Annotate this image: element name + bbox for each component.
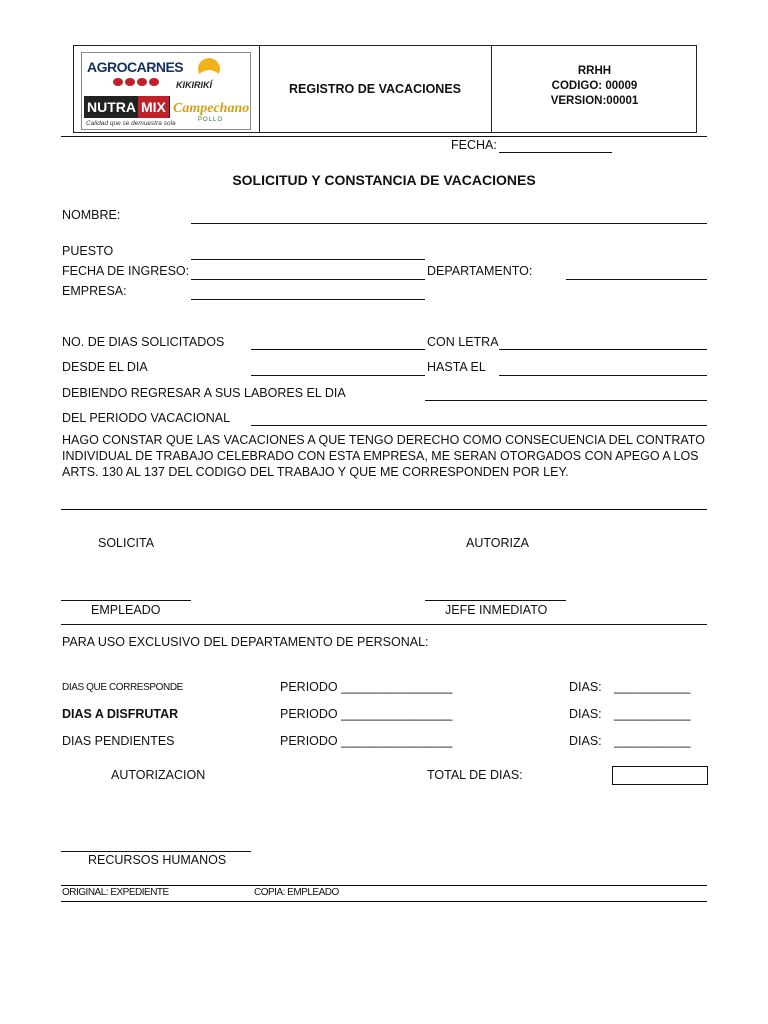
regresar-field[interactable] bbox=[425, 400, 707, 401]
agrocarnes-logo: AGROCARNES bbox=[87, 59, 184, 75]
empresa-field[interactable] bbox=[191, 299, 425, 300]
nutra-text: NUTRA bbox=[87, 99, 136, 115]
fecha-ingreso-field[interactable] bbox=[191, 279, 425, 280]
departamento-field[interactable] bbox=[566, 279, 707, 280]
original-label: ORIGINAL: EXPEDIENTE bbox=[62, 887, 169, 898]
section-divider bbox=[61, 509, 707, 510]
row-label-corresponde: DIAS QUE CORRESPONDE bbox=[62, 682, 183, 693]
hasta-field[interactable] bbox=[499, 375, 707, 376]
footer-bottom-line bbox=[61, 901, 707, 902]
autoriza-label: AUTORIZA bbox=[466, 536, 529, 550]
nombre-label: NOMBRE: bbox=[62, 208, 121, 222]
row-dias-label-pendientes: DIAS: bbox=[569, 734, 602, 748]
rrhh-signature-line[interactable] bbox=[61, 851, 251, 852]
personal-heading: PARA USO EXCLUSIVO DEL DEPARTAMENTO DE PERSONAL: bbox=[62, 635, 429, 649]
pollo-text: POLLO bbox=[198, 117, 224, 123]
kikiriki-logo: KIKIRIKÍ bbox=[176, 80, 212, 90]
nutramix-slogan: Calidad que se demuestra sola bbox=[86, 120, 176, 127]
row-dias-field-disfrutar[interactable]: ___________ bbox=[614, 707, 691, 721]
desde-field[interactable] bbox=[251, 375, 425, 376]
con-letra-label: CON LETRA bbox=[427, 335, 499, 349]
nombre-field[interactable] bbox=[191, 223, 707, 224]
constancia-line-3: ARTS. 130 AL 137 DEL CODIGO DEL TRABAJO Y QUE ME CORRESPONDEN POR LEY. bbox=[62, 465, 569, 479]
fecha-ingreso-label: FECHA DE INGRESO: bbox=[62, 264, 190, 278]
desde-label: DESDE EL DIA bbox=[62, 360, 148, 374]
logo-cell bbox=[74, 46, 260, 132]
document-header bbox=[73, 45, 697, 133]
kikiriki-sun-icon bbox=[192, 55, 226, 81]
copia-label: COPIA: EMPLEADO bbox=[254, 887, 339, 898]
empleado-signature-line[interactable] bbox=[61, 600, 191, 601]
dias-solicitados-label: NO. DE DIAS SOLICITADOS bbox=[62, 335, 225, 349]
row-label-disfrutar: DIAS A DISFRUTAR bbox=[62, 707, 179, 721]
document-version: VERSION:00001 bbox=[550, 95, 639, 107]
regresar-label: DEBIENDO REGRESAR A SUS LABORES EL DIA bbox=[62, 386, 346, 400]
puesto-label: PUESTO bbox=[62, 244, 114, 258]
document-code: CODIGO: 00009 bbox=[551, 80, 638, 92]
footer-top-line bbox=[61, 885, 707, 886]
empleado-label: EMPLEADO bbox=[91, 603, 161, 617]
company-logos bbox=[81, 52, 251, 130]
campechano-logo: Campechano bbox=[173, 101, 250, 116]
fecha-field[interactable] bbox=[499, 152, 612, 153]
row-periodo-disfrutar[interactable]: PERIODO ________________ bbox=[280, 707, 453, 721]
meat-icons bbox=[112, 77, 162, 87]
total-dias-box[interactable] bbox=[612, 766, 708, 785]
dept-code: RRHH bbox=[577, 65, 612, 77]
personal-divider bbox=[61, 624, 707, 625]
rrhh-label: RECURSOS HUMANOS bbox=[88, 853, 227, 867]
jefe-signature-line[interactable] bbox=[425, 600, 566, 601]
main-title: SOLICITUD Y CONSTANCIA DE VACACIONES bbox=[232, 172, 536, 188]
periodo-vacacional-label: DEL PERIODO VACACIONAL bbox=[62, 411, 231, 425]
dias-solicitados-field[interactable] bbox=[251, 349, 425, 350]
row-dias-field-pendientes[interactable]: ___________ bbox=[614, 734, 691, 748]
con-letra-field[interactable] bbox=[499, 349, 707, 350]
constancia-line-1: HAGO CONSTAR QUE LAS VACACIONES A QUE TENGO DERECHO COMO CONSECUENCIA DEL CONTRATO bbox=[62, 433, 705, 447]
jefe-label: JEFE INMEDIATO bbox=[445, 603, 548, 617]
row-periodo-pendientes[interactable]: PERIODO ________________ bbox=[280, 734, 453, 748]
solicita-label: SOLICITA bbox=[98, 536, 155, 550]
constancia-paragraph bbox=[62, 432, 705, 480]
code-cell bbox=[491, 46, 697, 132]
periodo-vacacional-field[interactable] bbox=[251, 425, 707, 426]
constancia-line-2: INDIVIDUAL DE TRABAJO CELEBRADO CON ESTA EMPRESA, ME SERAN OTORGADOS CON APEGO A LOS bbox=[62, 449, 699, 463]
row-dias-field-corresponde[interactable]: ___________ bbox=[614, 680, 691, 694]
header-divider bbox=[61, 136, 707, 137]
total-dias-label: TOTAL DE DIAS: bbox=[427, 768, 523, 782]
puesto-field[interactable] bbox=[191, 259, 425, 260]
nutramix-logo bbox=[84, 96, 170, 118]
row-dias-label-corresponde: DIAS: bbox=[569, 680, 602, 694]
row-label-pendientes: DIAS PENDIENTES bbox=[62, 734, 175, 748]
mix-text: MIX bbox=[138, 96, 169, 118]
hasta-label: HASTA EL bbox=[427, 360, 486, 374]
code-block bbox=[492, 64, 697, 109]
fecha-label: FECHA: bbox=[451, 138, 497, 152]
empresa-label: EMPRESA: bbox=[62, 284, 127, 298]
row-dias-label-disfrutar: DIAS: bbox=[569, 707, 602, 721]
autorizacion-label: AUTORIZACION bbox=[111, 768, 206, 782]
row-periodo-corresponde[interactable]: PERIODO ________________ bbox=[280, 680, 453, 694]
departamento-label: DEPARTAMENTO: bbox=[427, 264, 533, 278]
registro-title: REGISTRO DE VACACIONES bbox=[288, 82, 461, 96]
